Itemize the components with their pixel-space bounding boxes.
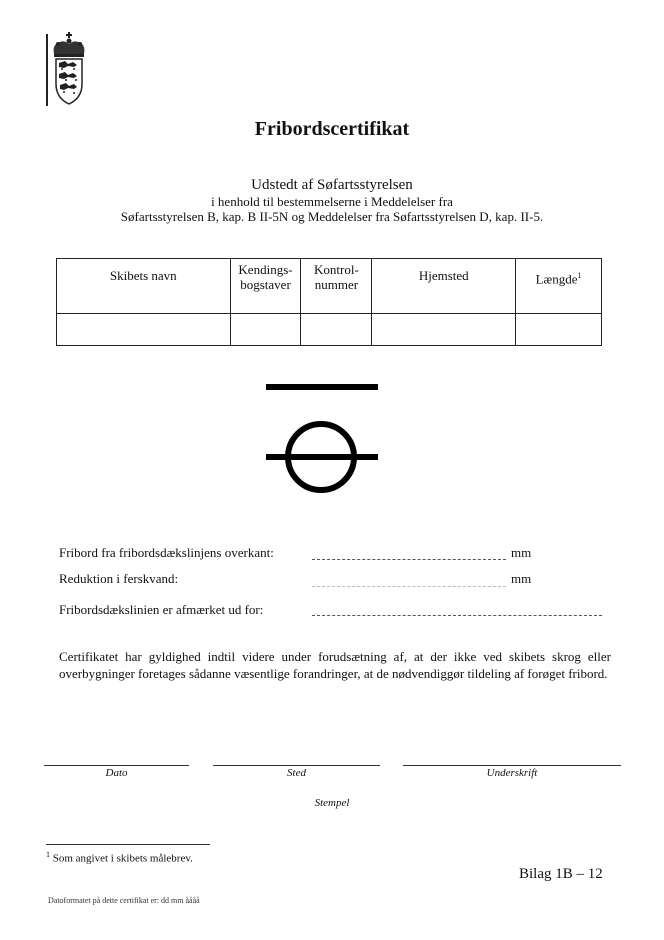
stamp-label: Stempel [314,797,350,809]
field-label-freeboard: Fribord fra fribordsdækslinjens overkant: [59,545,274,560]
place-line[interactable] [213,765,380,766]
field-label-freshwater-reduction: Reduktion i ferskvand: [59,571,179,586]
footnote-text: Som angivet i skibets målebrev. [52,852,193,865]
footnote-separator [46,844,210,845]
footnote-marker: 1 [46,850,50,859]
date-line[interactable] [44,765,189,766]
header-ship-name: Skibets navn [57,259,231,314]
issuer-block [0,177,664,224]
document-title: Fribordscertifikat [254,118,410,140]
plimsoll-line [266,454,378,460]
cell-length[interactable] [516,314,602,346]
issuer-line-1: Udstedt af Søfartsstyrelsen [251,177,413,193]
header-home-port: Hjemsted [372,259,516,314]
field-label-deck-line-marked: Fribordsdækslinien er afmærket ud for: [59,602,264,617]
footnote [46,850,193,865]
table-header-row [57,259,602,314]
issuer-line-2: i henhold til bestemmelserne i Meddelelser fra [211,194,453,209]
field-input-freeboard[interactable] [312,559,506,560]
load-line-mark [262,380,380,495]
date-label: Dato [105,767,128,779]
field-input-deck-line-marked[interactable] [312,615,602,616]
cell-home-port[interactable] [372,314,516,346]
date-format-note: Datoformatet på dette certifikat er: dd mm åååå [48,896,200,905]
coat-of-arms-logo [46,32,94,108]
cell-call-sign[interactable] [230,314,301,346]
place-label: Sted [287,767,306,779]
header-control-number: Kontrol- nummer [301,259,372,314]
signature-label: Underskrift [486,767,538,779]
field-input-freshwater-reduction[interactable] [312,586,506,587]
field-unit-freeboard: mm [511,545,532,560]
page-label: Bilag 1B – 12 [519,866,603,882]
cell-control-number[interactable] [301,314,372,346]
cell-ship-name[interactable] [57,314,231,346]
ship-info-table [56,258,602,346]
header-call-sign: Kendings- bogstaver [230,259,301,314]
signature-line[interactable] [403,765,621,766]
field-unit-freshwater-reduction: mm [511,571,532,586]
deck-line [266,384,378,390]
header-length: Længde$^1$ [516,259,602,314]
issuer-line-3: Søfartsstyrelsen B, kap. B II-5N og Meddelelser fra Søfartsstyrelsen D, kap. II-5. [120,209,544,224]
validity-paragraph: Certifikatet har gyldighed indtil videre under forudsætning af, at der ikke ved skibets skrog eller overbygninger foretages sådanne væsentlige forandringer, at de nødvendiggør tildeling af forøget fribord. [59,649,611,681]
table-row [57,314,602,346]
footnote-ref: 1 [577,271,582,280]
